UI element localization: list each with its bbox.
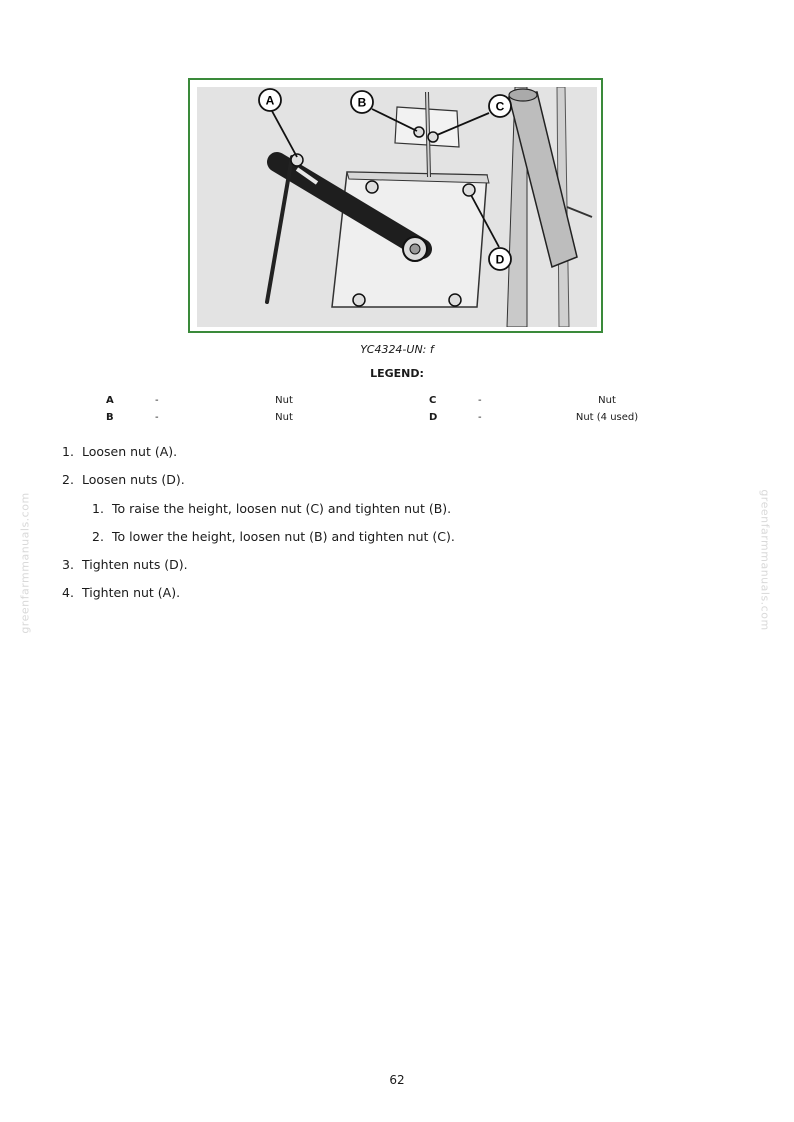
step-4	[62, 585, 180, 600]
callout-c	[489, 95, 511, 117]
legend-letter-b: B	[106, 412, 114, 423]
step-number: 1.	[62, 444, 74, 459]
step-text: To raise the height, loosen nut (C) and tighten nut (B).	[112, 501, 452, 516]
legend-letter-a: A	[106, 395, 114, 406]
figure-caption: YC4324-UN: f	[360, 343, 434, 356]
step-1	[62, 444, 177, 459]
callout-b	[351, 91, 373, 113]
step-number: 2.	[62, 472, 74, 487]
step-number: 3.	[62, 557, 74, 572]
step-number: 1.	[92, 501, 104, 516]
watermark-left: greenfarmmanuals.com	[18, 492, 32, 634]
legend-dash-c: -	[478, 395, 482, 406]
svg-text:C: C	[495, 99, 505, 114]
legend-dash-d: -	[478, 412, 482, 423]
watermark-right: greenfarmmanuals.com	[758, 489, 772, 631]
step-2	[62, 472, 185, 487]
svg-text:A: A	[265, 93, 275, 108]
legend-desc-a: Nut	[275, 395, 293, 406]
legend-letter-d: D	[429, 412, 438, 423]
step-text: Loosen nut (A).	[82, 444, 178, 459]
legend-dash-a: -	[155, 395, 159, 406]
page-number: 62	[389, 1073, 405, 1087]
legend-title: LEGEND:	[370, 367, 424, 380]
step-text: To lower the height, loosen nut (B) and tighten nut (C).	[112, 529, 455, 544]
step-text: Tighten nuts (D).	[82, 557, 188, 572]
svg-text:D: D	[495, 252, 505, 267]
step-text: Tighten nut (A).	[82, 585, 181, 600]
adjustment-illustration	[197, 87, 597, 327]
legend-desc-c: Nut	[598, 395, 616, 406]
callout-d	[489, 248, 511, 270]
legend-letter-c: C	[429, 395, 437, 406]
svg-text:B: B	[357, 95, 367, 110]
substep-2-1	[92, 501, 451, 516]
legend-dash-b: -	[155, 412, 159, 423]
figure-frame	[188, 78, 603, 333]
step-number: 2.	[92, 529, 104, 544]
callout-a	[259, 89, 281, 111]
step-text: Loosen nuts (D).	[82, 472, 185, 487]
step-3	[62, 557, 188, 572]
legend-desc-d: Nut (4 used)	[575, 412, 639, 423]
step-number: 4.	[62, 585, 74, 600]
legend-desc-b: Nut	[275, 412, 293, 423]
substep-2-2	[92, 529, 455, 544]
